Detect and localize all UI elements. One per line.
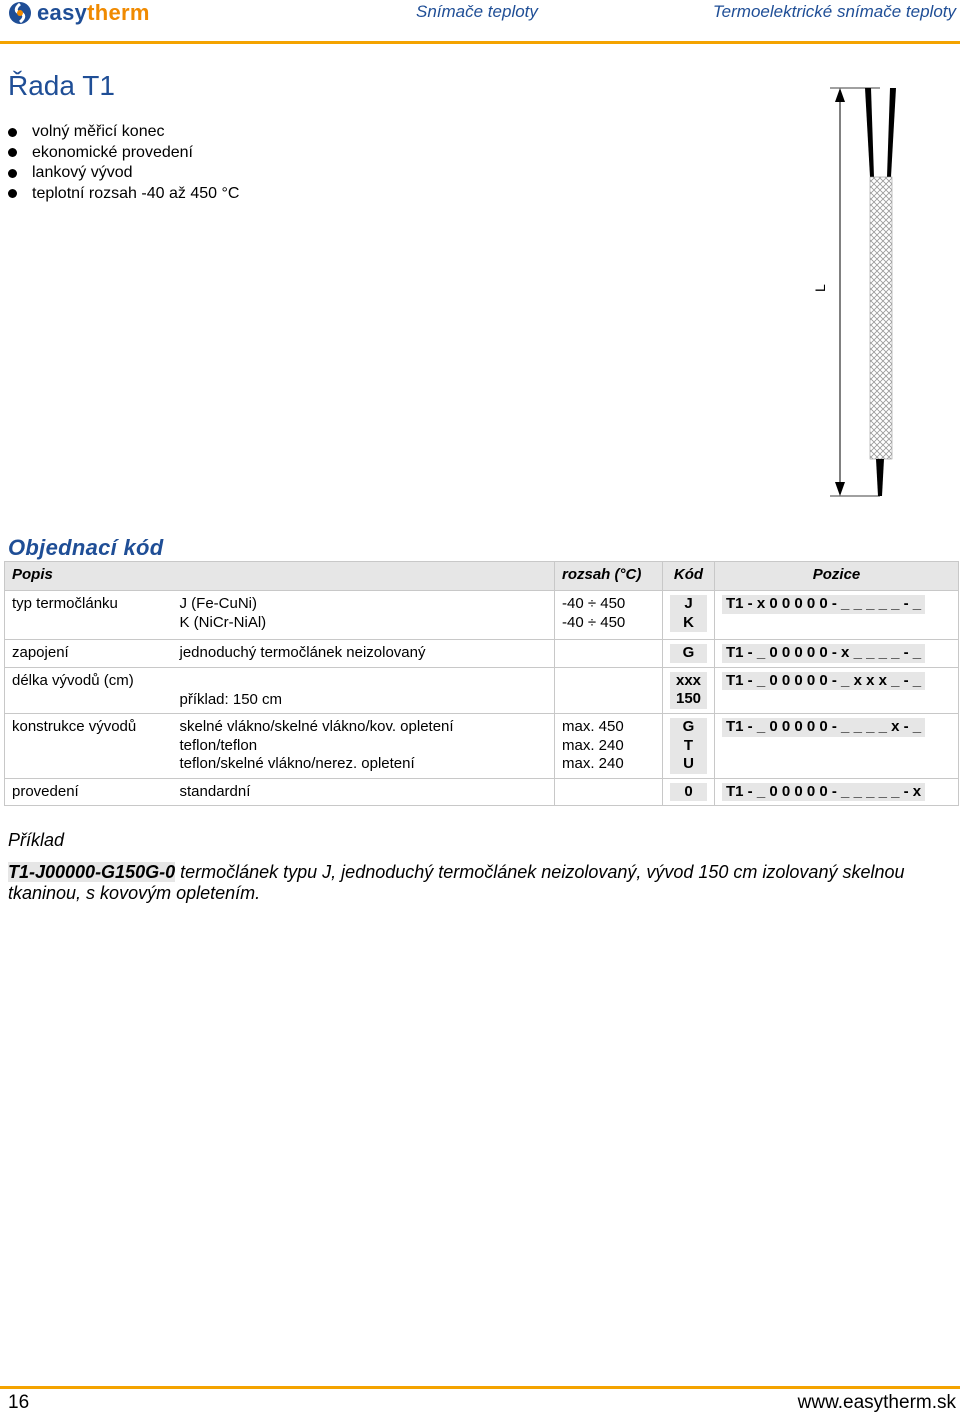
example-title: Příklad bbox=[8, 830, 65, 850]
row-code: xxx 150 bbox=[663, 667, 715, 714]
bullet-icon bbox=[8, 148, 17, 157]
row-label: délka vývodů (cm) bbox=[5, 667, 173, 714]
row-desc: skelné vlákno/skelné vlákno/kov. opletení teflon/teflon teflon/skelné vlákno/nerez. opletení bbox=[173, 714, 555, 779]
order-code-table bbox=[4, 561, 959, 806]
order-code-title: Objednací kód bbox=[8, 535, 164, 560]
example-text bbox=[8, 862, 948, 904]
row-desc: příklad: 150 cm bbox=[173, 667, 555, 714]
page-number: 16 bbox=[8, 1392, 30, 1413]
table-row bbox=[5, 714, 959, 779]
row-pozice: T1 - _ 0 0 0 0 0 - _ _ _ _ _ - x bbox=[715, 778, 959, 806]
feature-list bbox=[8, 122, 239, 204]
table-header-row bbox=[5, 562, 959, 591]
code-box: J K bbox=[670, 595, 707, 632]
website-link[interactable]: www.easytherm.sk bbox=[797, 1392, 956, 1413]
row-range bbox=[555, 778, 663, 806]
feature-item: ekonomické provedení bbox=[8, 143, 239, 164]
bullet-icon bbox=[8, 189, 17, 198]
logo-text-therm: therm bbox=[87, 0, 150, 25]
logo[interactable] bbox=[8, 0, 150, 26]
logo-icon bbox=[8, 1, 32, 25]
feature-item: volný měřicí konec bbox=[8, 122, 239, 143]
page-title: Řada T1 bbox=[8, 70, 115, 101]
col-header-kod: Kód bbox=[663, 562, 715, 591]
row-range: max. 450 max. 240 max. 240 bbox=[555, 714, 663, 779]
row-desc: J (Fe-CuNi) K (NiCr-NiAl) bbox=[173, 591, 555, 640]
row-desc: standardní bbox=[173, 778, 555, 806]
header-divider bbox=[0, 41, 960, 44]
feature-item: teplotní rozsah -40 až 450 °C bbox=[8, 184, 239, 205]
nav-link-termoelektricke[interactable]: Termoelektrické snímače teploty bbox=[712, 2, 956, 21]
row-pozice: T1 - _ 0 0 0 0 0 - _ _ _ _ x - _ bbox=[715, 714, 959, 779]
example-code: T1-J00000-G150G-0 bbox=[8, 862, 176, 882]
row-label: zapojení bbox=[5, 640, 173, 668]
row-code bbox=[663, 591, 715, 640]
row-label: konstrukce vývodů bbox=[5, 714, 173, 779]
example-description: termočlánek typu J, jednoduchý termočlánek neizolovaný, vývod 150 cm izolovaný skelnou tkaninou, s kovovým opletením. bbox=[8, 862, 905, 903]
row-range bbox=[555, 667, 663, 714]
row-code: 0 bbox=[663, 778, 715, 806]
row-code: G T U bbox=[663, 714, 715, 779]
feature-item: lankový vývod bbox=[8, 163, 239, 184]
thermocouple-diagram bbox=[812, 82, 940, 502]
col-header-popis: Popis bbox=[5, 562, 555, 591]
table-row bbox=[5, 778, 959, 806]
table-row bbox=[5, 591, 959, 640]
table-row bbox=[5, 640, 959, 668]
col-header-rozsah: rozsah (°C) bbox=[555, 562, 663, 591]
row-pozice: T1 - _ 0 0 0 0 0 - x _ _ _ _ - _ bbox=[715, 640, 959, 668]
bullet-icon bbox=[8, 128, 17, 137]
row-code: G bbox=[663, 640, 715, 668]
nav-link-snimace[interactable]: Snímače teploty bbox=[416, 2, 538, 21]
row-range bbox=[555, 640, 663, 668]
row-desc: jednoduchý termočlánek neizolovaný bbox=[173, 640, 555, 668]
dimension-label: L bbox=[812, 284, 828, 292]
row-label: provedení bbox=[5, 778, 173, 806]
row-pozice: T1 - _ 0 0 0 0 0 - _ x x x _ - _ bbox=[715, 667, 959, 714]
row-range: -40 ÷ 450 -40 ÷ 450 bbox=[555, 591, 663, 640]
table-row bbox=[5, 667, 959, 714]
footer-divider bbox=[0, 1386, 960, 1389]
row-label: typ termočlánku bbox=[5, 591, 173, 640]
logo-text-easy: easy bbox=[37, 0, 88, 25]
col-header-pozice: Pozice bbox=[715, 562, 959, 591]
bullet-icon bbox=[8, 169, 17, 178]
row-pozice: T1 - x 0 0 0 0 0 - _ _ _ _ _ - _ bbox=[715, 591, 959, 640]
